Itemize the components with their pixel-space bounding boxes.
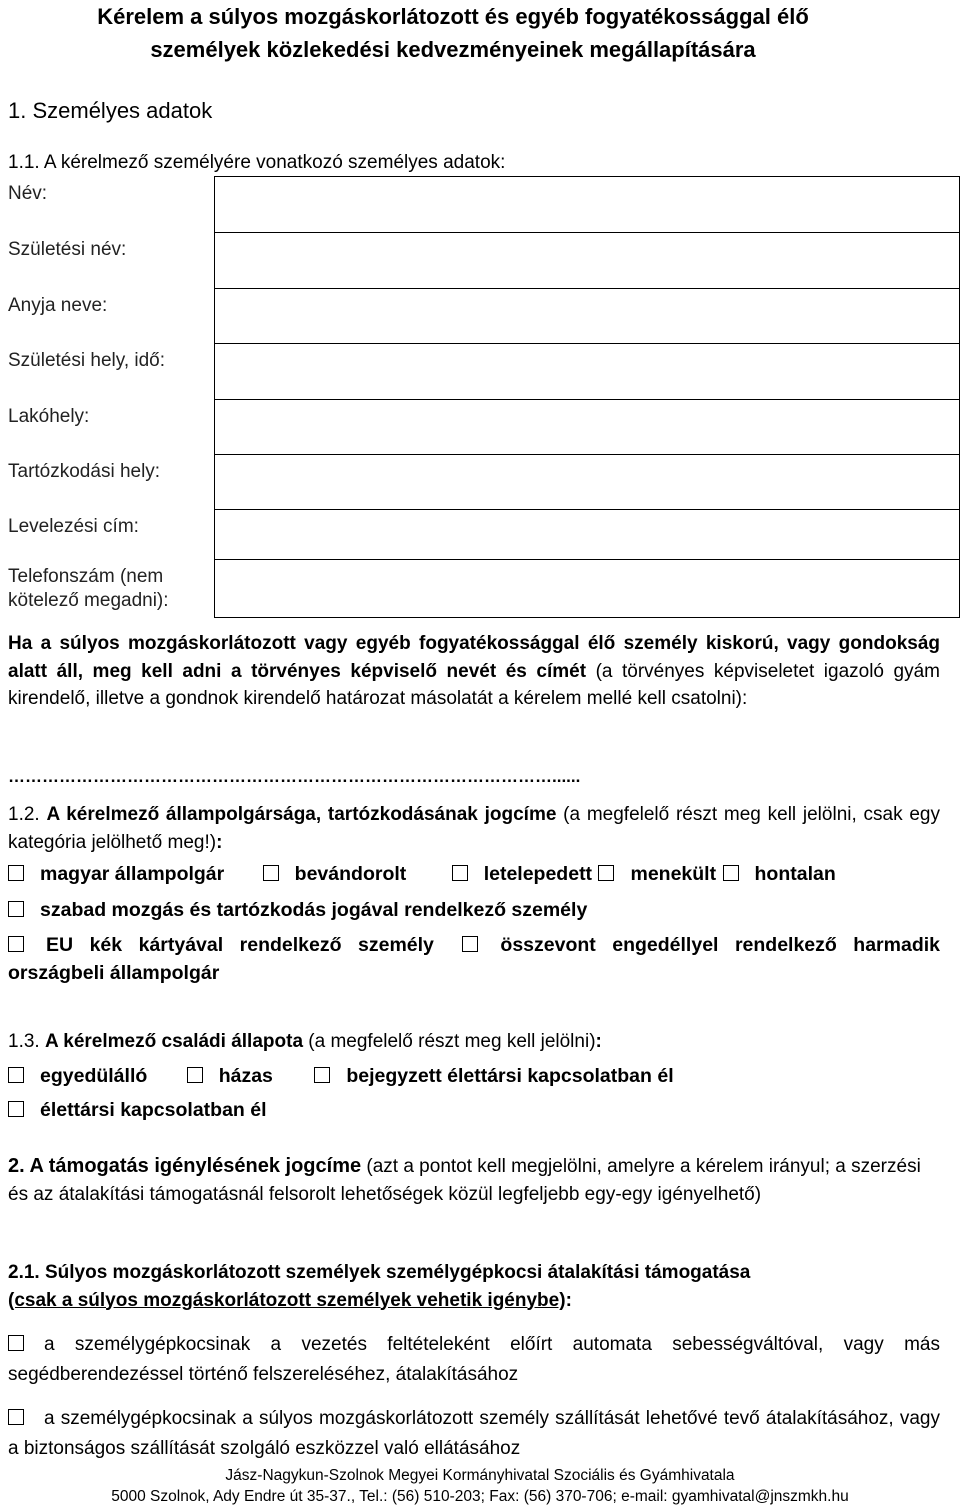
form-title: [0, 0, 906, 66]
footer: [0, 1467, 960, 1506]
title-line-1: Kérelem a súlyos mozgáskorlátozott és egyéb fogyatékossággal élő: [97, 4, 809, 29]
section-2-num: 2.: [8, 1155, 30, 1177]
citizenship-row-3: [8, 932, 940, 987]
field-label: Telefonszám (nem kötelező megadni):: [8, 565, 169, 611]
citizenship-row-2: [8, 898, 587, 922]
option-label: menekült: [630, 863, 717, 885]
birth-name-field[interactable]: [214, 233, 960, 289]
guardian-bold-text: Ha a súlyos mozgáskorlátozott vagy egyéb fogyatékossággal élő személy kiskorú, vagy gondokság alatt áll, meg kell adni a törvényes képviselő nevét és címét: [8, 633, 940, 682]
option-label: bejegyzett élettársi kapcsolatban él: [346, 1065, 674, 1087]
stay-address-field[interactable]: [214, 455, 960, 510]
option-label: egyedülálló: [40, 1065, 148, 1087]
checkbox[interactable]: [314, 1067, 330, 1083]
guardian-paragraph: [8, 630, 940, 713]
footer-office: Jász-Nagykun-Szolnok Megyei Kormányhivatal Szociális és Gyámhivatala: [225, 1467, 735, 1484]
section-2-1-note: (csak a súlyos mozgáskorlátozott személyek vehetik igénybe): [8, 1289, 566, 1311]
mailing-address-field[interactable]: [214, 510, 960, 560]
citizenship-row-1: [8, 862, 836, 886]
guardian-dotted-line[interactable]: ……………………………………………………………………………………......: [8, 767, 581, 786]
birth-place-date-field[interactable]: [214, 344, 960, 400]
section-1-heading: 1. Személyes adatok: [8, 98, 213, 123]
section-1-2-title: A kérelmező állampolgársága, tartózkodásának jogcíme: [46, 804, 557, 825]
mother-name-field[interactable]: [214, 289, 960, 344]
section-1-1-heading: 1.1. A kérelmező személyére vonatkozó személyes adatok:: [8, 152, 506, 173]
checkbox[interactable]: [598, 865, 614, 881]
option-label: élettársi kapcsolatban él: [40, 1099, 267, 1121]
option-label: a személygépkocsinak a súlyos mozgáskorlátozott személy szállítását lehetővé tevő átalakításához, vagy a biztonságos szállítását szolgáló eszközzel való ellátásához: [8, 1408, 940, 1459]
section-1-3-num: 1.3.: [8, 1031, 45, 1052]
colon: :: [216, 831, 223, 853]
section-2-note: (azt a pontot kell megjelölni, amelyre a kérelem irányul; a szerzési és az átalakítási támogatásnál felsorolt lehetőségek közül legfeljebb egy-egy igényelhető): [8, 1156, 921, 1205]
field-label: Születési név:: [8, 238, 127, 260]
checkbox[interactable]: [8, 1067, 24, 1083]
section-2-1-title: 2.1. Súlyos mozgáskorlátozott személyek személygépkocsi átalakítási támogatása: [8, 1262, 751, 1283]
section-2-heading: [8, 1153, 940, 1208]
checkbox[interactable]: [462, 936, 478, 952]
conversion-option-2: [8, 1404, 940, 1464]
option-label: EU kék kártyával rendelkező személy: [46, 934, 434, 956]
checkbox[interactable]: [8, 865, 24, 881]
checkbox[interactable]: [723, 865, 739, 881]
checkbox[interactable]: [8, 936, 24, 952]
field-label: Lakóhely:: [8, 405, 90, 427]
section-1-3-heading: [8, 1028, 940, 1056]
title-line-2: személyek közlekedési kedvezményeinek megállapítására: [150, 37, 756, 62]
field-label: Levelezési cím:: [8, 515, 139, 537]
marital-row-2: [8, 1098, 267, 1122]
option-label: magyar állampolgár: [40, 863, 225, 885]
checkbox[interactable]: [8, 1335, 24, 1351]
guardian-normal-text: (a törvényes képviseletet igazoló gyám kirendelő, illetve a gondnok kirendelő határozat másolatát a kérelem mellé kell csatolni):: [8, 660, 941, 709]
checkbox[interactable]: [187, 1067, 203, 1083]
checkbox[interactable]: [8, 901, 24, 917]
checkbox[interactable]: [263, 865, 279, 881]
option-label: összevont engedéllyel rendelkező harmadik országbeli állampolgár: [8, 934, 941, 984]
section-1-2-num: 1.2.: [8, 804, 47, 825]
residence-field[interactable]: [214, 400, 960, 455]
checkbox[interactable]: [8, 1409, 24, 1425]
colon: :: [565, 1289, 572, 1311]
checkbox[interactable]: [452, 865, 468, 881]
field-label: Név:: [8, 182, 48, 204]
option-label: házas: [218, 1065, 273, 1087]
option-label: a személygépkocsinak a vezetés feltételeként előírt automata sebességváltóval, vagy más segédberendezéssel történő felszereléséhez, átalakításához: [8, 1334, 940, 1385]
option-label: szabad mozgás és tartózkodás jogával rendelkező személy: [40, 899, 588, 921]
option-label: hontalan: [754, 863, 836, 885]
field-label: Tartózkodási hely:: [8, 460, 161, 482]
section-1-3-note: (a megfelelő részt meg kell jelölni): [303, 1031, 596, 1052]
section-2-title: A támogatás igénylésének jogcíme: [29, 1155, 362, 1177]
personal-data-table: [0, 176, 960, 618]
option-label: bevándorolt: [294, 863, 407, 885]
checkbox[interactable]: [8, 1101, 24, 1117]
section-2-1-heading: [8, 1259, 940, 1314]
section-1-2-note: (a megfelelő részt meg kell jelölni, csak egy kategória jelölhető meg!): [8, 804, 940, 853]
field-label: Anyja neve:: [8, 294, 108, 316]
colon: :: [595, 1031, 602, 1052]
field-label: Születési hely, idő:: [8, 349, 166, 371]
section-1-2-heading: [8, 801, 940, 856]
name-field[interactable]: [214, 177, 960, 233]
footer-contact: 5000 Szolnok, Ady Endre út 35-37., Tel.: (56) 510-203; Fax: (56) 370-706; e-mail: gyamhivatal@jnszmkh.hu: [111, 1488, 849, 1505]
section-1-3-title: A kérelmező családi állapota: [44, 1031, 304, 1052]
conversion-option-1: [8, 1330, 940, 1390]
phone-field[interactable]: [214, 560, 960, 618]
option-label: letelepedett: [483, 863, 593, 885]
marital-row-1: [8, 1064, 674, 1088]
